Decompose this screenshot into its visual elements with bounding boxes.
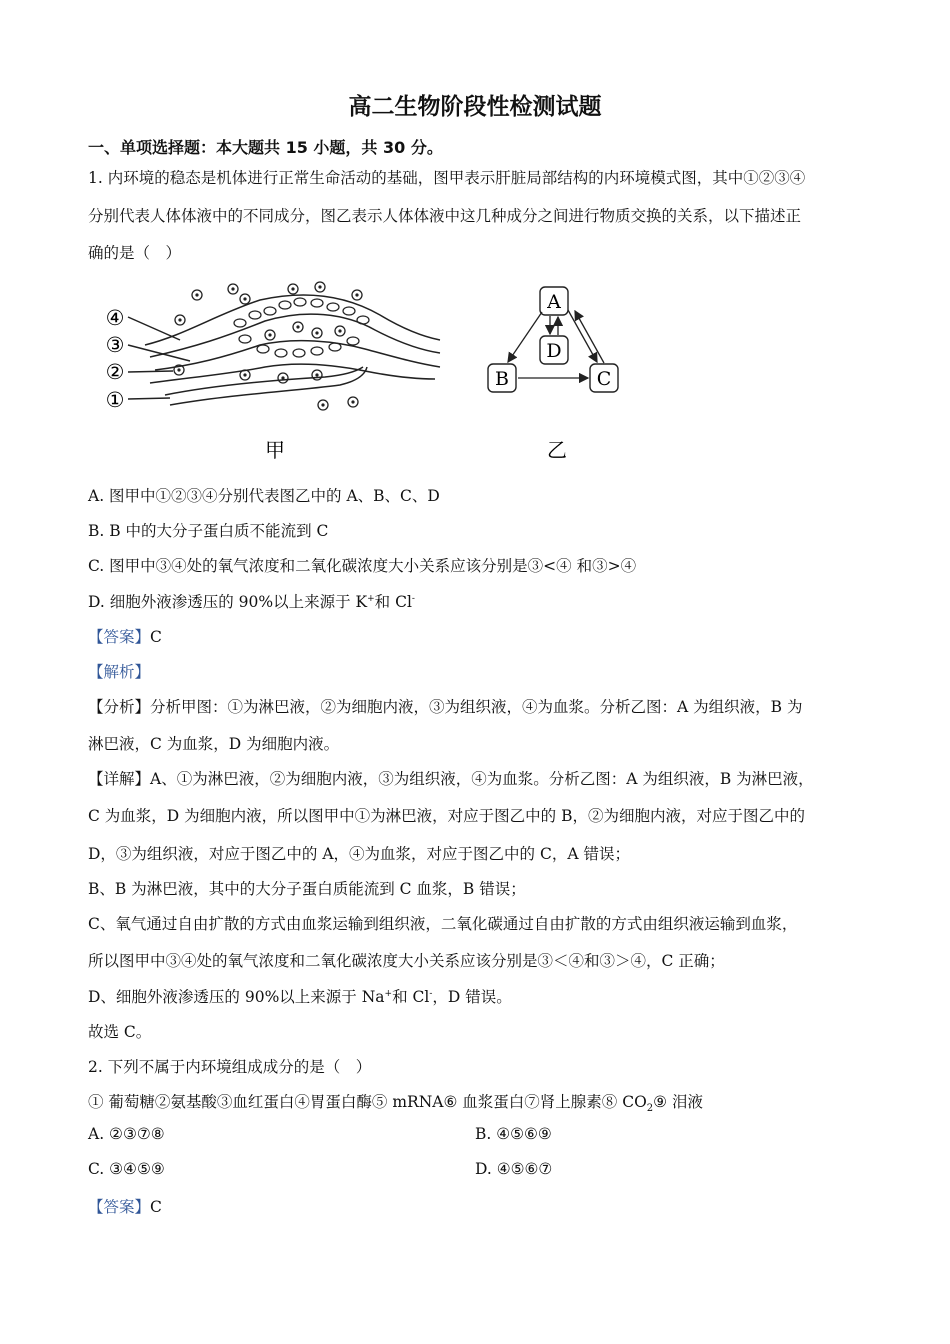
figure-jia xyxy=(95,275,445,470)
q2-option-a: A. ②③⑦⑧ xyxy=(88,1125,165,1143)
page-title: 高二生物阶段性检测试题 xyxy=(348,94,602,120)
xiangjie-line-7: D、细胞外液渗透压的 90%以上来源于 Na+和 Cl-，D 错误。 xyxy=(88,988,512,1006)
node-d-label: D xyxy=(546,340,562,362)
q1-option-c: C. 图甲中③④处的氧气浓度和二氧化碳浓度大小关系应该分别是③<④ 和③>④ xyxy=(88,557,637,575)
q2-option-b: B. ④⑤⑥⑨ xyxy=(475,1125,552,1143)
vessel-outer-bottom xyxy=(150,364,435,383)
q1-option-d: D. 细胞外液渗透压的 90%以上来源于 K+和 Cl- xyxy=(88,593,415,611)
fenxi-line-1: 【分析】分析甲图：①为淋巴液，②为细胞内液，③为组织液，④为血浆。分析乙图：A 为组织液，B 为 xyxy=(88,698,803,716)
fenxi-line-2: 淋巴液，C 为血浆，D 为细胞内液。 xyxy=(88,735,340,753)
q1-option-b: B. B 中的大分子蛋白质不能流到 C xyxy=(88,522,329,540)
q2-items: ① 葡萄糖②氨基酸③血红蛋白④胃蛋白酶⑤ mRNA⑥ 血浆蛋白⑦肾上腺素⑧ $CO_2⑨$ 泪液 xyxy=(88,1093,703,1115)
q2-answer: 【答案】C xyxy=(88,1198,162,1216)
xiangjie-line-1: 【详解】A、①为淋巴液，②为细胞内液，③为组织液，④为血浆。分析乙图：A 为组织液，B 为淋巴液， xyxy=(88,770,814,788)
node-a-label: A xyxy=(547,291,561,313)
xiangjie-line-2: C 为血浆，D 为细胞内液，所以图甲中①为淋巴液，对应于图乙中的 B，②为细胞内液，对应于图乙中的 xyxy=(88,807,805,825)
q1-analysis-tag: 【解析】 xyxy=(88,663,151,681)
q1-stem-line-2: 分别代表人体体液中的不同成分，图乙表示人体体液中这几种成分之间进行物质交换的关系，以下描述正 xyxy=(88,207,802,225)
label-4: ④ xyxy=(105,306,125,330)
caption-jia: 甲 xyxy=(265,438,285,462)
q1-conclusion: 故选 C。 xyxy=(88,1023,152,1041)
xiangjie-line-4: B、B 为淋巴液，其中的大分子蛋白质能流到 C 血浆，B 错误； xyxy=(88,880,526,898)
caption-yi: 乙 xyxy=(547,438,567,462)
q2-stem: 2. 下列不属于内环境组成成分的是（ ） xyxy=(88,1058,372,1076)
figure-yi xyxy=(480,280,640,465)
node-c-label: C xyxy=(596,368,612,390)
vessel-outer-top xyxy=(145,295,440,345)
section-heading: 一、单项选择题：本大题共 15 小题，共 30 分。 xyxy=(88,138,443,157)
xiangjie-line-5: C、氧气通过自由扩散的方式由血浆运输到组织液，二氧化碳通过自由扩散的方式由组织液运输到血浆， xyxy=(88,915,798,933)
xiangjie-line-6: 所以图甲中③④处的氧气浓度和二氧化碳浓度大小关系应该分别是③＜④和③＞④，C 正确； xyxy=(88,952,725,970)
q2-option-d: D. ④⑤⑥⑦ xyxy=(475,1160,553,1178)
label-2: ② xyxy=(105,360,125,384)
q2-option-c: C. ③④⑤⑨ xyxy=(88,1160,165,1178)
q1-stem-line-3: 确的是（ ） xyxy=(88,244,182,262)
lymph-bottom xyxy=(170,367,367,405)
lymph-top xyxy=(165,367,363,395)
q1-answer: 【答案】C xyxy=(88,628,162,646)
q1-option-a: A. 图甲中①②③④分别代表图乙中的 A、B、C、D xyxy=(88,487,440,505)
q1-stem-line-1: 1. 内环境的稳态是机体进行正常生命活动的基础，图甲表示肝脏局部结构的内环境模式图，其中①②③④ xyxy=(88,169,806,187)
node-b-label: B xyxy=(495,368,509,390)
xiangjie-line-3: D，③为组织液，对应于图乙中的 A，④为血浆，对应于图乙中的 C，A 错误； xyxy=(88,845,630,863)
label-3: ③ xyxy=(105,333,125,357)
label-1: ① xyxy=(105,388,125,412)
